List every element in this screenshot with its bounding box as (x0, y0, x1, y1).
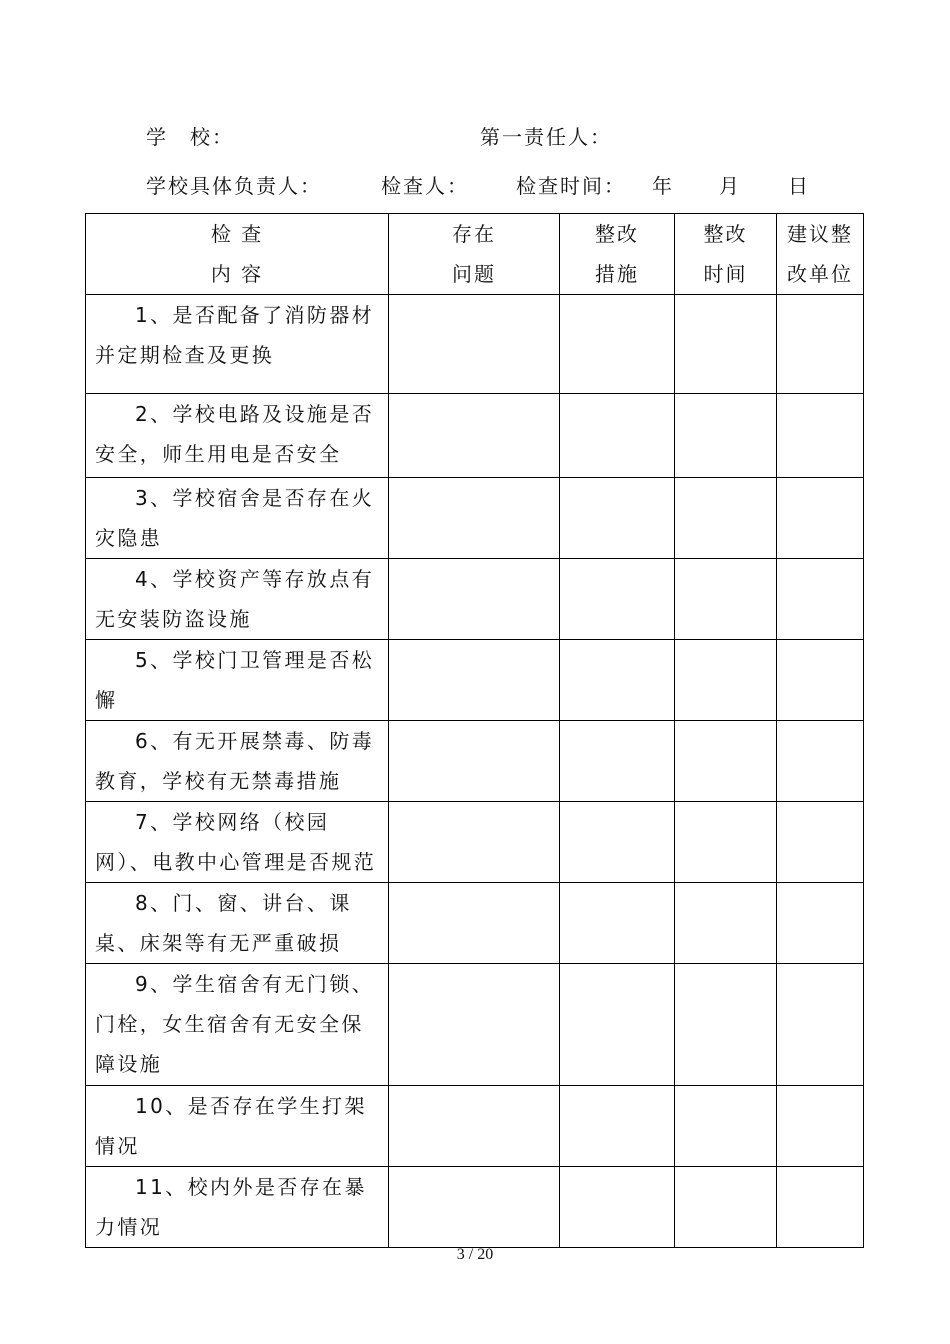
row-item-text: 10、是否存在学生打架情况 (86, 1086, 389, 1167)
problem-cell[interactable] (389, 478, 560, 559)
year-label: 年 (652, 174, 674, 198)
row-item-text: 2、学校电路及设施是否安全，师生用电是否安全 (86, 394, 389, 478)
time-cell[interactable] (675, 721, 777, 802)
table-row (86, 802, 864, 883)
table-header-row (86, 214, 864, 295)
unit-cell[interactable] (777, 295, 864, 394)
time-cell[interactable] (675, 964, 777, 1086)
unit-cell[interactable] (777, 1086, 864, 1167)
unit-cell[interactable] (777, 1167, 864, 1248)
table-row (86, 295, 864, 394)
column-header-content: 检 查 内 容 (86, 214, 389, 295)
table-row (86, 1167, 864, 1248)
problem-cell[interactable] (389, 640, 560, 721)
measures-cell[interactable] (560, 394, 675, 478)
unit-cell[interactable] (777, 394, 864, 478)
unit-cell[interactable] (777, 640, 864, 721)
row-item-text: 5、学校门卫管理是否松懈 (86, 640, 389, 721)
time-cell[interactable] (675, 883, 777, 964)
unit-cell[interactable] (777, 883, 864, 964)
inspection-table (85, 213, 864, 1248)
column-header-measures: 整改 措施 (560, 214, 675, 295)
measures-cell[interactable] (560, 295, 675, 394)
table-row (86, 394, 864, 478)
table-row (86, 640, 864, 721)
problem-cell[interactable] (389, 721, 560, 802)
problem-cell[interactable] (389, 559, 560, 640)
row-item-text: 9、学生宿舍有无门锁、门栓，女生宿舍有无安全保障设施 (86, 964, 389, 1086)
measures-cell[interactable] (560, 721, 675, 802)
problem-cell[interactable] (389, 1086, 560, 1167)
inspect-time-label: 检查时间： (516, 174, 626, 198)
measures-cell[interactable] (560, 1167, 675, 1248)
first-responsible-label: 第一责任人： (480, 125, 612, 149)
row-item-text: 7、学校网络（校园网）、电教中心管理是否规范 (86, 802, 389, 883)
row-item-text: 8、门、窗、讲台、课桌、床架等有无严重破损 (86, 883, 389, 964)
problem-cell[interactable] (389, 802, 560, 883)
time-cell[interactable] (675, 1167, 777, 1248)
month-label: 月 (719, 174, 741, 198)
table-row (86, 721, 864, 802)
time-cell[interactable] (675, 295, 777, 394)
problem-cell[interactable] (389, 1167, 560, 1248)
specific-responsible-label: 学校具体负责人： (146, 174, 322, 198)
problem-cell[interactable] (389, 295, 560, 394)
measures-cell[interactable] (560, 964, 675, 1086)
time-cell[interactable] (675, 394, 777, 478)
row-item-text: 4、学校资产等存放点有无安装防盗设施 (86, 559, 389, 640)
table-row (86, 883, 864, 964)
row-item-text: 6、有无开展禁毒、防毒教育，学校有无禁毒措施 (86, 721, 389, 802)
row-item-text: 11、校内外是否存在暴力情况 (86, 1167, 389, 1248)
day-label: 日 (788, 174, 810, 198)
column-header-problem: 存在 问题 (389, 214, 560, 295)
page-number: 3 / 20 (456, 1246, 494, 1263)
problem-cell[interactable] (389, 883, 560, 964)
problem-cell[interactable] (389, 964, 560, 1086)
time-cell[interactable] (675, 559, 777, 640)
school-label: 学 校： (146, 125, 234, 149)
problem-cell[interactable] (389, 394, 560, 478)
time-cell[interactable] (675, 802, 777, 883)
time-cell[interactable] (675, 640, 777, 721)
unit-cell[interactable] (777, 478, 864, 559)
time-cell[interactable] (675, 1086, 777, 1167)
measures-cell[interactable] (560, 559, 675, 640)
row-item-text: 1、是否配备了消防器材并定期检查及更换 (86, 295, 389, 394)
measures-cell[interactable] (560, 478, 675, 559)
table-row (86, 964, 864, 1086)
row-item-text: 3、学校宿舍是否存在火灾隐患 (86, 478, 389, 559)
measures-cell[interactable] (560, 883, 675, 964)
table-row (86, 559, 864, 640)
unit-cell[interactable] (777, 559, 864, 640)
table-row (86, 478, 864, 559)
time-cell[interactable] (675, 478, 777, 559)
measures-cell[interactable] (560, 640, 675, 721)
unit-cell[interactable] (777, 802, 864, 883)
table-row (86, 1086, 864, 1167)
column-header-time: 整改 时间 (675, 214, 777, 295)
measures-cell[interactable] (560, 802, 675, 883)
unit-cell[interactable] (777, 964, 864, 1086)
measures-cell[interactable] (560, 1086, 675, 1167)
inspector-label: 检查人： (381, 174, 469, 198)
column-header-unit: 建议整 改单位 (777, 214, 864, 295)
unit-cell[interactable] (777, 721, 864, 802)
